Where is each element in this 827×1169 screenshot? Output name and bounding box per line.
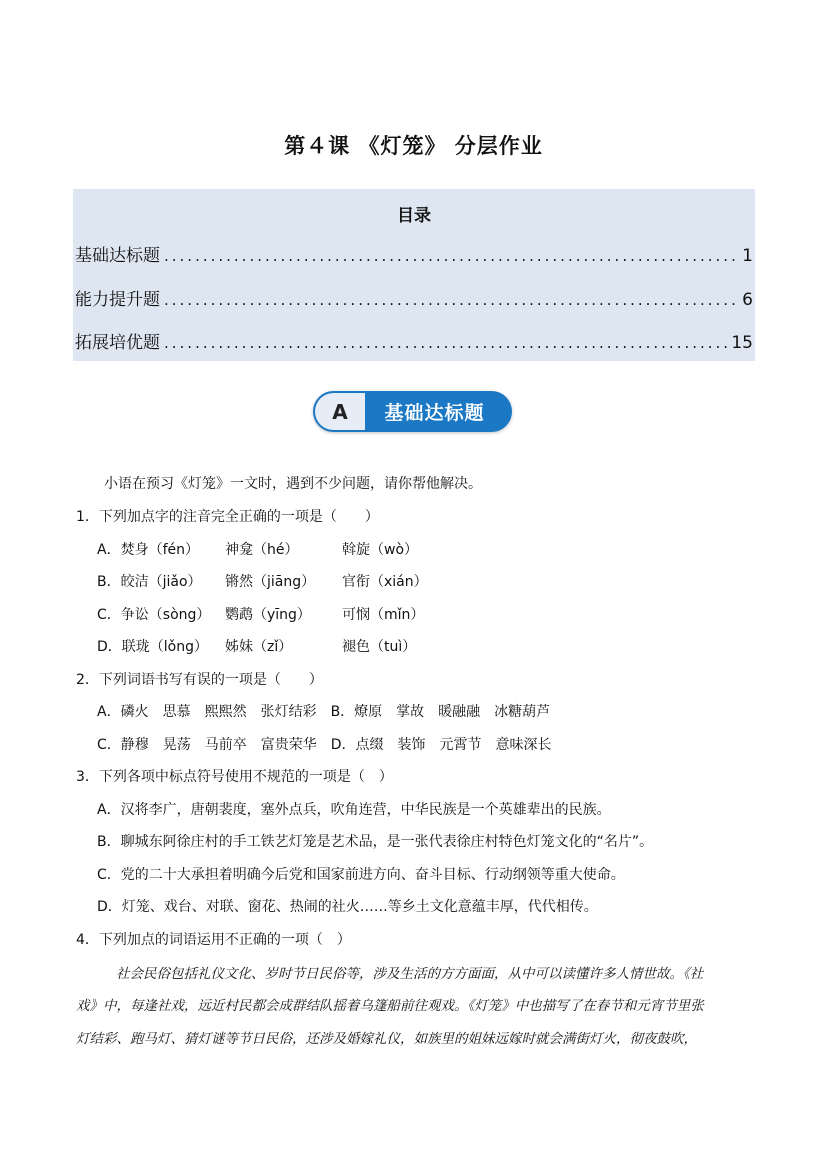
table-of-contents <box>73 189 755 361</box>
q1-option-item: 褪色（tuì） <box>342 639 417 655</box>
section-badge-title: 基础达标题 <box>384 402 485 424</box>
toc-item-ability[interactable] <box>75 285 753 310</box>
q1-option: A．焚身（fén） <box>97 542 199 558</box>
intro-text: 小语在预习《灯笼》一文时，遇到不少问题，请你帮他解决。 <box>104 476 482 492</box>
q1-option-item: 神龛（hé） <box>225 542 299 558</box>
toc-item-page: 1 <box>742 246 753 266</box>
question-4-stem: 4．下列加点的词语运用不正确的一项（ ） <box>76 932 351 948</box>
toc-heading: 目录 <box>397 206 431 226</box>
toc-item-basic[interactable] <box>75 241 753 266</box>
q2-options-row: A．磷火 思慕 熙熙然 张灯结彩 B．燎原 掌故 暖融融 冰糖葫芦 <box>97 704 551 720</box>
q1-option-item: 官衔（xián） <box>342 574 428 590</box>
q3-option-d: D．灯笼、戏台、对联、窗花、热闹的社火……等乡土文化意蕴丰厚，代代相传。 <box>97 899 598 915</box>
question-3-stem: 3．下列各项中标点符号使用不规范的一项是（ ） <box>76 769 393 785</box>
q3-option-a: A．汉将李广，唐朝裴度，塞外点兵，吹角连营，中华民族是一个英雄辈出的民族。 <box>97 802 611 818</box>
q1-option: C．争讼（sòng） <box>97 607 211 623</box>
q1-option-item: 锵然（jiāng） <box>225 574 316 590</box>
q3-option-b: B．聊城东阿徐庄村的手工铁艺灯笼是艺术品，是一张代表徐庄村特色灯笼文化的“名片”。 <box>97 834 654 850</box>
toc-item-page: 15 <box>731 333 753 353</box>
toc-item-page: 6 <box>742 290 753 310</box>
q1-option-item: 姊妹（zǐ） <box>225 639 293 655</box>
q1-option-item: 斡旋（wò） <box>342 542 419 558</box>
toc-item-label: 拓展培优题 <box>75 333 160 353</box>
toc-item-label: 基础达标题 <box>75 246 160 266</box>
page-title: 第４课 《灯笼》 分层作业 <box>284 134 543 158</box>
toc-item-label: 能力提升题 <box>75 290 160 310</box>
question-2-stem: 2．下列词语书写有误的一项是（ ） <box>76 672 323 688</box>
passage-line: 灯结彩、跑马灯、猜灯谜等节日民俗，还涉及婚嫁礼仪，如族里的姐妹远嫁时就会满街灯火，彻夜鼓吹， <box>76 1031 697 1047</box>
question-1-stem: 1．下列加点字的注音完全正确的一项是（ ） <box>76 509 379 525</box>
toc-leader-dots <box>164 334 727 352</box>
q1-option: B．皎洁（jiǎo） <box>97 574 202 590</box>
q2-options-row: C．静穆 晃荡 马前卒 富贵荣华 D．点缀 装饰 元霄节 意味深长 <box>97 737 552 753</box>
passage-line: 戏》中，每逢社戏，远近村民都会成群结队摇着乌篷船前往观戏。《灯笼》中也描写了在春节和元宵节里张 <box>76 998 704 1014</box>
toc-leader-dots <box>164 247 738 265</box>
toc-item-extension[interactable] <box>75 328 753 353</box>
toc-leader-dots <box>164 291 738 309</box>
q1-option-item: 鹦鹉（yīng） <box>225 607 311 623</box>
section-badge <box>313 391 512 432</box>
q1-option: D．联珑（lǒng） <box>97 639 208 655</box>
passage-line: 社会民俗包括礼仪文化、岁时节日民俗等，涉及生活的方方面面，从中可以读懂许多人情世故。《社 <box>116 966 704 982</box>
q3-option-c: C．党的二十大承担着明确今后党和国家前进方向、奋斗目标、行动纲领等重大使命。 <box>97 867 625 883</box>
section-badge-letter: A <box>315 393 365 430</box>
q1-option-item: 可悯（mǐn） <box>342 607 425 623</box>
